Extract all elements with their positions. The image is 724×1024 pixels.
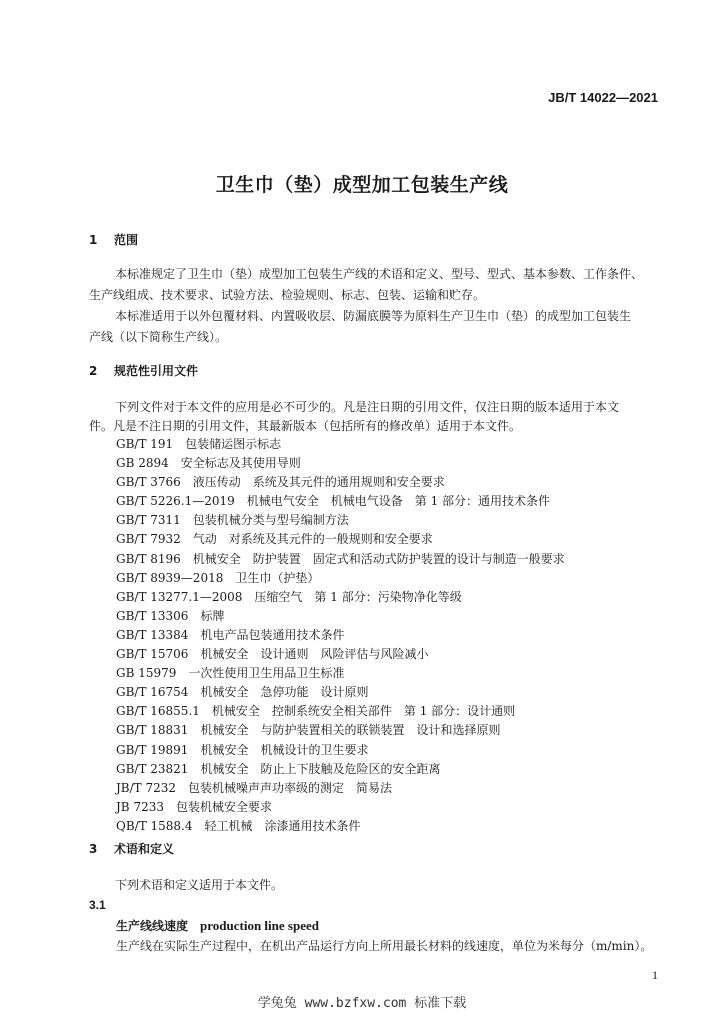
reference-item: GB/T 8196 机械安全 防护装置 固定式和活动式防护装置的设计与制造一般要求 <box>116 551 565 566</box>
reference-item: GB/T 15706 机械安全 设计通则 风险评估与风险减小 <box>116 647 429 662</box>
section-1-paragraph-2 <box>89 306 664 348</box>
reference-item: GB/T 16754 机械安全 急停功能 设计原则 <box>116 685 369 700</box>
reference-item: GB/T 16855.1 机械安全 控制系统安全相关部件 第 1 部分：设计通则 <box>116 704 516 719</box>
term-number: 3.1 <box>89 898 106 912</box>
text-line: 件。凡是不注日期的引用文件，其最新版本（包括所有的修改单）适用于本文件。 <box>89 419 522 433</box>
reference-item: GB 2894 安全标志及其使用导则 <box>116 456 301 471</box>
section-title: 术语和定义 <box>114 842 175 856</box>
term-heading <box>116 917 319 934</box>
section-2-intro <box>89 398 664 436</box>
reference-item: GB/T 7932 气动 对系统及其元件的一般规则和安全要求 <box>116 532 433 547</box>
text-line: 本标准规定了卫生巾（垫）成型加工包装生产线的术语和定义、型号、型式、基本参数、工作条件、 <box>115 267 644 281</box>
section-1-heading <box>89 231 138 248</box>
reference-item: GB/T 8939—2018 卫生巾（护垫） <box>116 570 320 585</box>
text-line: 下列文件对于本文件的应用是必不可少的。凡是注日期的引用文件，仅注日期的版本适用于本文 <box>115 400 620 414</box>
section-number: 2 <box>89 364 98 378</box>
reference-item: GB/T 18831 机械安全 与防护装置相关的联锁装置 设计和选择原则 <box>116 723 501 738</box>
section-1-paragraph-1 <box>89 264 664 306</box>
section-title: 范围 <box>114 233 139 247</box>
section-title: 规范性引用文件 <box>114 364 199 378</box>
watermark-text: 学兔兔 www.bzfxw.com 标准下载 <box>257 996 467 1011</box>
reference-item: GB/T 7311 包装机械分类与型号编制方法 <box>116 513 349 528</box>
term-chinese: 生产线线速度 <box>116 919 189 933</box>
text-line: 产线（以下简称生产线）。 <box>89 330 228 344</box>
text-line: 下列术语和定义适用于本文件。 <box>115 878 284 892</box>
section-number: 3 <box>89 842 98 856</box>
reference-item: GB/T 23821 机械安全 防止上下肢触及危险区的安全距离 <box>116 761 441 776</box>
reference-list <box>116 435 565 836</box>
reference-item: GB/T 13306 标牌 <box>116 608 225 623</box>
reference-item: GB/T 19891 机械安全 机械设计的卫生要求 <box>116 742 369 757</box>
standard-code: JB/T 14022—2021 <box>548 90 658 105</box>
reference-item: GB 15979 一次性使用卫生用品卫生标准 <box>116 666 345 681</box>
reference-item: QB/T 1588.4 轻工机械 涂漆通用技术条件 <box>116 818 361 833</box>
section-3-intro <box>89 875 664 896</box>
text-line: 生产线组成、技术要求、试验方法、检验规则、标志、包装、运输和贮存。 <box>89 288 486 302</box>
reference-item: GB/T 191 包装储运图示标志 <box>116 437 282 451</box>
section-3-heading <box>89 840 174 857</box>
reference-item: JB/T 7232 包装机械噪声声功率级的测定 简易法 <box>116 780 393 795</box>
text-line: 本标准适用于以外包覆材料、内置吸收层、防漏底膜等为原料生产卫生巾（垫）的成型加工包装生 <box>115 309 632 323</box>
section-number: 1 <box>89 233 98 247</box>
section-2-heading <box>89 362 198 379</box>
reference-item: GB/T 13384 机电产品包装通用技术条件 <box>116 627 345 642</box>
page-number: 1 <box>652 968 658 982</box>
reference-item: GB/T 5226.1—2019 机械电气安全 机械电气设备 第 1 部分：通用技术条件 <box>116 494 551 509</box>
document-title: 卫生巾（垫）成型加工包装生产线 <box>215 174 509 196</box>
reference-item: GB/T 3766 液压传动 系统及其元件的通用规则和安全要求 <box>116 475 445 490</box>
term-definition: 生产线在实际生产过程中，在机出产品运行方向上所用最长材料的线速度，单位为米每分（m/min）。 <box>116 939 653 953</box>
reference-item: GB/T 13277.1—2008 压缩空气 第 1 部分：污染物净化等级 <box>116 589 462 604</box>
reference-item: JB 7233 包装机械安全要求 <box>116 799 272 814</box>
term-english: production line speed <box>200 918 319 933</box>
